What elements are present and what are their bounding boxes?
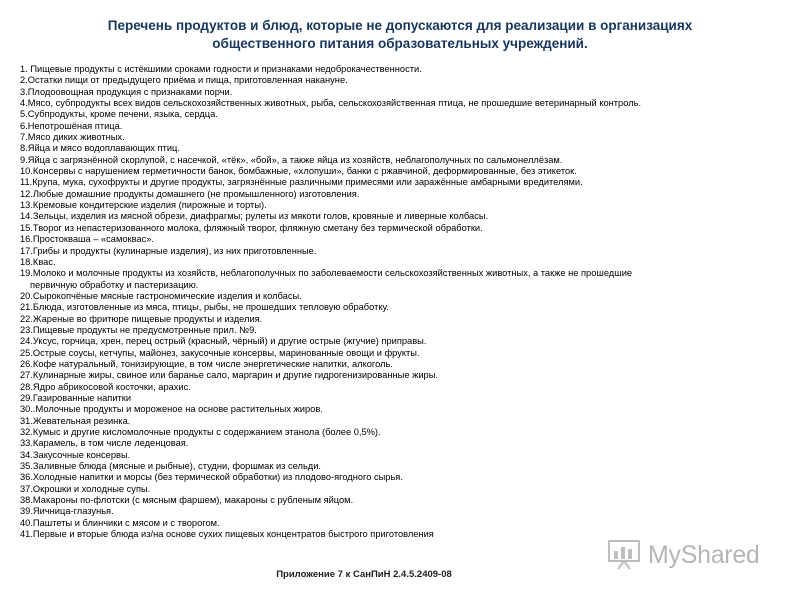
list-item-text: 2.Остатки пищи от предыдущего приёма и пища, приготовленная накануне. <box>20 75 348 86</box>
list-item-text: 7.Мясо диких животных. <box>20 132 125 143</box>
list-item <box>20 506 720 517</box>
list-item <box>20 370 720 381</box>
document-title <box>20 17 780 53</box>
list-item <box>20 472 720 483</box>
list-item-text: 29.Газированные напитки <box>20 392 132 403</box>
list-item <box>20 438 720 449</box>
list-item-text: 37.Окрошки и холодные супы. <box>20 483 151 494</box>
list-item-text: 4.Мясо, субпродукты всех видов сельскохозяйственных животных, рыба, сельскохозяйственная птица, не прошедшие ветеринарный контроль. <box>20 98 642 109</box>
footer-reference: Приложение 7 к СанПиН 2.4.5.2409-08 <box>276 569 452 580</box>
list-item <box>20 404 720 415</box>
watermark-text: MyShared <box>648 540 760 569</box>
list-item <box>20 98 720 109</box>
list-item <box>20 75 720 86</box>
list-item <box>20 246 720 257</box>
list-item <box>20 87 720 98</box>
list-item-text: 39.Яичница-глазунья. <box>20 506 114 517</box>
list-item-text: 13.Кремовые кондитерские изделия (пирожные и торты). <box>20 200 267 211</box>
list-item-text: 17.Грибы и продукты (кулинарные изделия), из них приготовленные. <box>20 245 317 256</box>
list-item-text: 31.Жевательная резинка. <box>20 415 131 426</box>
list-item <box>20 223 720 234</box>
list-item <box>20 132 720 143</box>
list-item <box>20 177 720 188</box>
list-item <box>20 200 720 211</box>
list-item-text: 10.Консервы с нарушением герметичности банок, бомбажные, «хлопуши», банки с ржавчиной, деформированные, без этикеток. <box>20 166 577 177</box>
list-item <box>20 257 720 268</box>
list-item-text: 14.Зельцы, изделия из мясной обрези, диафрагмы; рулеты из мякоти голов, кровяные и ливерные колбасы. <box>20 211 489 222</box>
list-item-text: 27.Кулинарные жиры, свиное или бараньe сало, маргарин и другие гидрогенизированные жиры. <box>20 370 438 381</box>
list-item <box>20 461 720 472</box>
list-item <box>20 325 720 336</box>
presentation-board-icon <box>607 539 643 571</box>
list-item <box>20 416 720 427</box>
list-item-text: 33.Карамель, в том числе леденцовая. <box>20 438 189 449</box>
list-item-text: 25.Острые соусы, кетчупы, майонез, закусочные консервы, маринованные овощи и фрукты. <box>20 347 420 358</box>
list-item-continuation: первичную обработку и пастеризацию. <box>30 279 199 290</box>
list-item <box>20 189 720 200</box>
list-item-text: 40.Паштеты и блинчики с мясом и с творогом. <box>20 517 220 528</box>
list-item <box>20 382 720 393</box>
list-item-text: 41.Первые и вторые блюда из/на основе сухих пищевых концентратов быстрого приготовления <box>20 529 434 540</box>
list-item <box>20 64 720 75</box>
list-item-text: 5.Субпродукты, кроме печени, языка, сердца. <box>20 109 218 120</box>
list-item <box>20 291 720 302</box>
list-item-text: 1. Пищевые продукты с истёкшими сроками годности и признаками недоброкачественности. <box>20 64 422 74</box>
list-item <box>20 450 720 461</box>
list-item <box>20 302 720 313</box>
list-item-text: 36.Холодные напитки и морсы (без термической обработки) из плодово-ягодного сырья. <box>20 472 403 483</box>
list-item-text: 19.Молоко и молочные продукты из хозяйств, неблагополучных по заболеваемости сельскохозяйственных животных, а также не прошедшие <box>20 268 633 279</box>
list-item-text: 6.Непотрошёная птица. <box>20 120 123 131</box>
list-item-text: 38.Макароны по-флотски (с мясным фаршем), макароны с рубленым яйцом. <box>20 495 354 506</box>
list-item <box>20 234 720 245</box>
list-item <box>20 484 720 495</box>
list-item-text: 11.Крупа, мука, сухофрукты и другие продукты, загрязнённые различными примесями или заражённые амбарными вредителями. <box>20 177 583 188</box>
list-item <box>20 393 720 404</box>
list-item-text: 23.Пищевые продукты не предусмотренные прил. №9. <box>20 324 257 335</box>
list-item-text: 12.Любые домашние продукты домашнего (не промышленного) изготовления. <box>20 188 360 199</box>
title-line-1: Перечень продуктов и блюд, которые не допускаются для реализации в организациях <box>107 18 693 33</box>
list-item <box>20 427 720 438</box>
list-item-text: 22.Жареные во фритюре пищевые продукты и изделия. <box>20 313 263 324</box>
list-item-text: 9.Яйца с загрязнённой скорлупой, с насечкой, «тёк», «бой», а также яйца из хозяйств, неблагополучных по сальмонеллёзам. <box>20 154 563 165</box>
list-item-text: 32.Кумыс и другие кисломолочные продукты с содержанием этанола (более 0,5%). <box>20 427 381 437</box>
list-item <box>20 166 720 177</box>
list-item-text: 8.Яйца и мясо водоплавающих птиц. <box>20 143 180 154</box>
list-item-text: 28.Ядро абрикосовой косточки, арахис. <box>20 381 191 392</box>
list-item <box>20 109 720 120</box>
list-item-text: 18.Квас. <box>20 256 56 267</box>
list-item-text: 20.Сырокопчёные мясные гастрономические изделия и колбасы. <box>20 290 302 301</box>
list-item-text: 16.Простокваша – «самоквас». <box>20 234 154 245</box>
list-item-text: 15.Творог из непастеризованного молока, фляжный творог, фляжную сметану без термической обработки. <box>20 222 483 233</box>
prohibited-products-list <box>20 64 720 540</box>
title-line-2: общественного питания образовательных учреждений. <box>212 36 588 51</box>
list-item <box>20 268 720 291</box>
list-item-text: 26.Кофе натуральный, тонизирующие, в том числе энергетические напитки, алкоголь. <box>20 358 393 369</box>
list-item <box>20 155 720 166</box>
list-item <box>20 143 720 154</box>
myshared-watermark <box>607 538 760 572</box>
list-item <box>20 348 720 359</box>
list-item <box>20 336 720 347</box>
list-item <box>20 495 720 506</box>
list-item-text: 34.Закусочные консервы. <box>20 449 131 460</box>
list-item-text: 3.Плодоовощная продукция с признаками порчи. <box>20 86 233 97</box>
list-item-text: 30..Молочные продукты и мороженое на основе растительных жиров. <box>20 404 323 415</box>
list-item-text: 24.Уксус, горчица, хрен, перец острый (красный, чёрный) и другие острые (жгучие) приправы. <box>20 336 427 347</box>
list-item <box>20 211 720 222</box>
list-item <box>20 314 720 325</box>
list-item-text: 35.Заливные блюда (мясные и рыбные), студни, форшмак из сельди. <box>20 461 322 472</box>
list-item <box>20 121 720 132</box>
list-item <box>20 359 720 370</box>
list-item <box>20 518 720 529</box>
list-item-text: 21.Блюда, изготовленные из мяса, птицы, рыбы, не прошедших тепловую обработку. <box>20 302 389 313</box>
